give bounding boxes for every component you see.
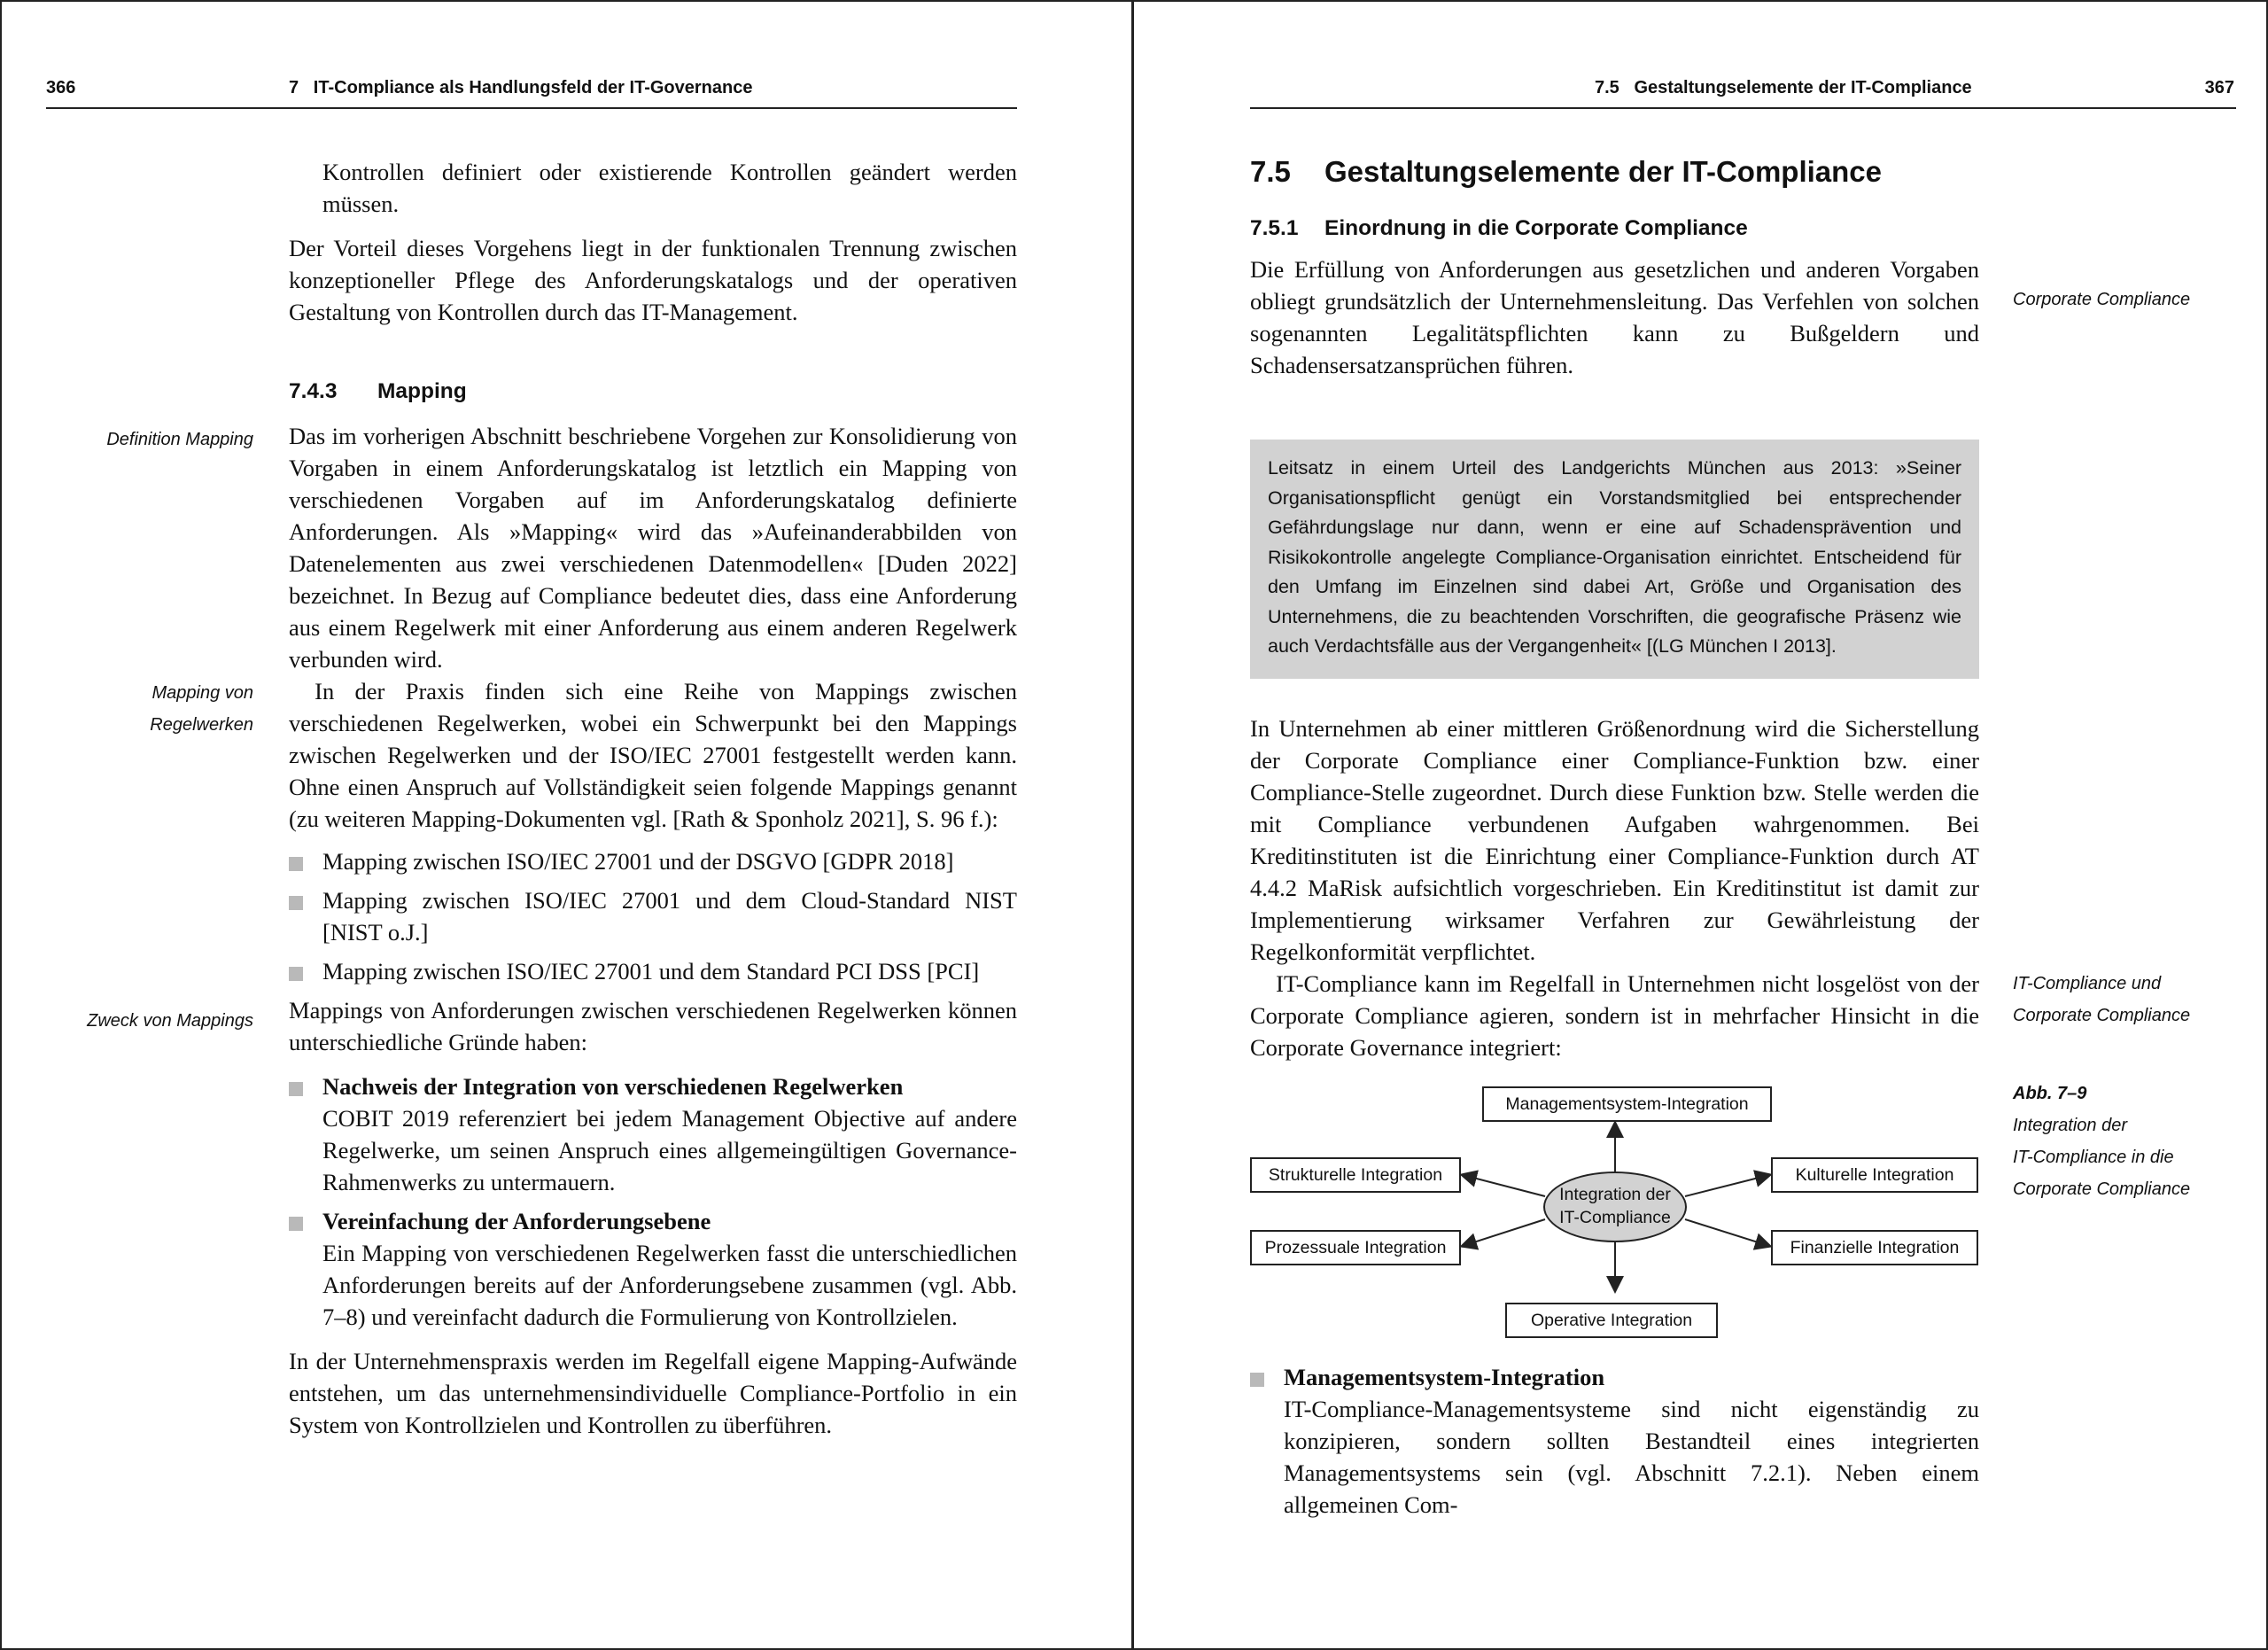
- diagram-center-ellipse: [1543, 1171, 1687, 1242]
- arrow-lower-right: [1685, 1219, 1769, 1246]
- margin-note-definition: Definition Mapping: [106, 430, 253, 449]
- diagram-box-bottom: Operative Integration: [1505, 1303, 1718, 1338]
- diagram-box-top: Managementsystem-Integration: [1482, 1086, 1772, 1122]
- margin-note-itc-line1: IT-Compliance und: [2013, 974, 2162, 993]
- list-item: Mapping zwischen ISO/IEC 27001 und der DSGVO [GDPR 2018]: [289, 845, 1017, 877]
- reasons-list: [289, 1070, 1017, 1333]
- section-number: 7.5: [1250, 155, 1291, 188]
- figure-caption: [2013, 1078, 2225, 1205]
- diagram-box-right-lower: Finanzielle Integration: [1771, 1230, 1978, 1265]
- paragraph: Das im vorherigen Abschnitt beschriebene Vorgehen zur Konsolidierung von Vorgaben in einem Anforderungskatalog ist letztlich ein Mapping von verschiedenen Vorgaben auf im Anforderungskatalog definierte Anforderungen. Als »Mapping« wird das »Aufeinanderabbilden von Datenelementen aus zwei verschiedenen Datenmodellen« [Duden 2022] bezeichnet. In Bezug auf Compliance bedeutet dies, dass eine Anforderung aus einem Regelwerk mit einer Anforderung aus einem anderen Regelwerk verbunden wird.: [289, 423, 1017, 673]
- paragraph: IT-Compliance kann im Regelfall in Unternehmen nicht losgelöst von der Corporate Compliance agieren, sondern ist in mehrfacher Hinsicht in die Corporate Governance integriert:: [1250, 970, 1979, 1061]
- left-body-column: [289, 156, 1017, 1441]
- running-head: 7.5 Gestaltungselemente der IT-Compliance: [1595, 78, 1972, 97]
- right-body-column: [1250, 154, 1979, 381]
- figure-caption-line: Corporate Compliance: [2013, 1179, 2191, 1199]
- list-item-title: Vereinfachung der Anforderungsebene: [322, 1208, 711, 1234]
- paragraph: Mappings von Anforderungen zwischen verschiedenen Regelwerken können unterschiedliche Gründe haben:: [289, 997, 1017, 1055]
- margin-note-regelwerke-line2: Regelwerken: [150, 715, 253, 735]
- left-page: [0, 0, 1131, 1650]
- subsection-title: Einordnung in die Corporate Compliance: [1324, 216, 1748, 240]
- header-rule: [1250, 107, 2236, 109]
- list-item-text: IT-Compliance-Managementsysteme sind nicht eigenständig zu konzipieren, sondern sollten Bestandteil eines integrierten Managementsystems sein (vgl. Abschnitt 7.2.1). Neben einem allgemeinen Com-: [1284, 1396, 1979, 1518]
- list-item: Mapping zwischen ISO/IEC 27001 und dem Cloud-Standard NIST [NIST o.J.]: [289, 884, 1017, 948]
- paragraph: Kontrollen definiert oder existierende Kontrollen geändert werden müssen.: [322, 159, 1017, 217]
- diagram-center-line: IT-Compliance: [1559, 1208, 1671, 1227]
- list-item: [289, 1205, 1017, 1333]
- margin-note-zweck: Zweck von Mappings: [87, 1011, 253, 1031]
- list-item: [1250, 1361, 1979, 1521]
- page-number: 366: [46, 78, 76, 97]
- diagram-box-right-upper: Kulturelle Integration: [1771, 1157, 1978, 1193]
- paragraph: Die Erfüllung von Anforderungen aus gesetzlichen und anderen Vorgaben obliegt grundsätzlich der Unternehmensleitung. Das Verfehlen von solchen sogenannten Legalitätspflichten kann zu Bußgeldern und Schadensersatzansprüchen führen.: [1250, 256, 1979, 378]
- figure-caption-line: Integration der: [2013, 1116, 2127, 1135]
- list-item-title: Managementsystem-Integration: [1284, 1364, 1605, 1390]
- margin-note-itc-line2: Corporate Compliance: [2013, 1006, 2191, 1025]
- section-heading: [289, 377, 1017, 406]
- list-item: [289, 1070, 1017, 1198]
- integration-diagram: [1250, 1083, 1979, 1342]
- section-title: Mapping: [377, 379, 467, 403]
- arrow-upper-left: [1463, 1175, 1545, 1196]
- mapping-list: [289, 845, 1017, 987]
- figure-label: Abb. 7–9: [2013, 1084, 2087, 1103]
- integration-list: [1250, 1361, 1979, 1521]
- arrow-lower-left: [1463, 1219, 1545, 1246]
- page-number: 367: [2204, 78, 2234, 97]
- quote-box: Leitsatz in einem Urteil des Landgerichts München aus 2013: »Seiner Organisationspflicht genügt ein Vorstandsmitglied bei entsprechender Gefährdungslage nur dann, wenn er eine auf Schadensprävention und Risikokontrolle angelegte Compliance-Organisation einrichtet. Entscheidend für den Umfang im Einzelnen sind dabei Art, Größe und Organisation des Unternehmens, die zu beachtenden Vorschriften, die geografische Präsenz wie auch Verdachtsfälle aus der Vergangenheit« [(LG München I 2013].: [1250, 440, 1979, 679]
- right-page: [1134, 0, 2268, 1650]
- figure-caption-line: IT-Compliance in die: [2013, 1148, 2174, 1167]
- arrow-upper-right: [1685, 1175, 1769, 1196]
- paragraph: Der Vorteil dieses Vorgehens liegt in der funktionalen Trennung zwischen konzeptioneller Pflege des Anforderungskatalogs und der operativen Gestaltung von Kontrollen durch das IT-Management.: [289, 235, 1017, 325]
- margin-note-corporate: Corporate Compliance: [2013, 290, 2191, 309]
- diagram-center-line: Integration der: [1559, 1185, 1671, 1204]
- list-item-text: COBIT 2019 referenziert bei jedem Management Objective auf andere Regelwerke, um seinen Anspruch eines allgemeingültigen Governance-Rahmenwerks zu untermauern.: [322, 1105, 1017, 1195]
- subsection-number: 7.5.1: [1250, 216, 1299, 240]
- diagram-box-left-upper: Strukturelle Integration: [1250, 1157, 1461, 1193]
- section-number: 7.4.3: [289, 379, 338, 403]
- header-rule: [46, 107, 1017, 109]
- subsection-heading: [1250, 214, 1979, 243]
- paragraph: In der Praxis finden sich eine Reihe von Mappings zwischen verschiedenen Regelwerken, wobei ein Schwerpunkt bei den Mappings zwischen Regelwerken und der ISO/IEC 27001 festgestellt werden kann. Ohne einen Anspruch auf Vollständigkeit seien folgende Mappings genannt (zu weiteren Mapping-Dokumenten vgl. [Rath & Sponholz 2021], S. 96 f.):: [289, 678, 1017, 832]
- margin-note-regelwerke-line1: Mapping von: [151, 683, 253, 703]
- list-item-text: Ein Mapping von verschiedenen Regelwerken fasst die unterschiedlichen Anforderungen bereits auf der Anforderungsebene zusammen (vgl. Abb. 7–8) und vereinfacht dadurch die Formulierung von Kontrollzielen.: [322, 1240, 1017, 1330]
- right-body-column-2: [1250, 712, 1979, 1063]
- running-head: 7 IT-Compliance als Handlungsfeld der IT-Governance: [289, 78, 753, 97]
- section-title: Gestaltungselemente der IT-Compliance: [1324, 155, 1882, 188]
- list-item-title: Nachweis der Integration von verschiedenen Regelwerken: [322, 1073, 904, 1100]
- section-heading: [1250, 154, 1979, 190]
- list-item: Mapping zwischen ISO/IEC 27001 und dem Standard PCI DSS [PCI]: [289, 955, 1017, 987]
- right-body-column-3: [1250, 1361, 1979, 1528]
- paragraph: In Unternehmen ab einer mittleren Größenordnung wird die Sicherstellung der Corporate Compliance einer Compliance-Funktion bzw. einer Compliance-Stelle zugeordnet. Durch diese Funktion bzw. Stelle werden die mit Compliance verbundenen Aufgaben wahrgenommen. Bei Kreditinstituten ist die Einrichtung einer Compliance-Funktion durch AT 4.4.2 MaRisk aufsichtlich vorgeschrieben. Ein Kreditinstitut ist damit zur Implementierung wirksamer Verfahren zur Gewährleistung der Regelkonformität verpflichtet.: [1250, 715, 1979, 965]
- diagram-box-left-lower: Prozessuale Integration: [1250, 1230, 1461, 1265]
- paragraph: In der Unternehmenspraxis werden im Regelfall eigene Mapping-Aufwände entstehen, um das unternehmensindividuelle Compliance-Portfolio in ein System von Kontrollzielen und Kontrollen zu überführen.: [289, 1348, 1017, 1438]
